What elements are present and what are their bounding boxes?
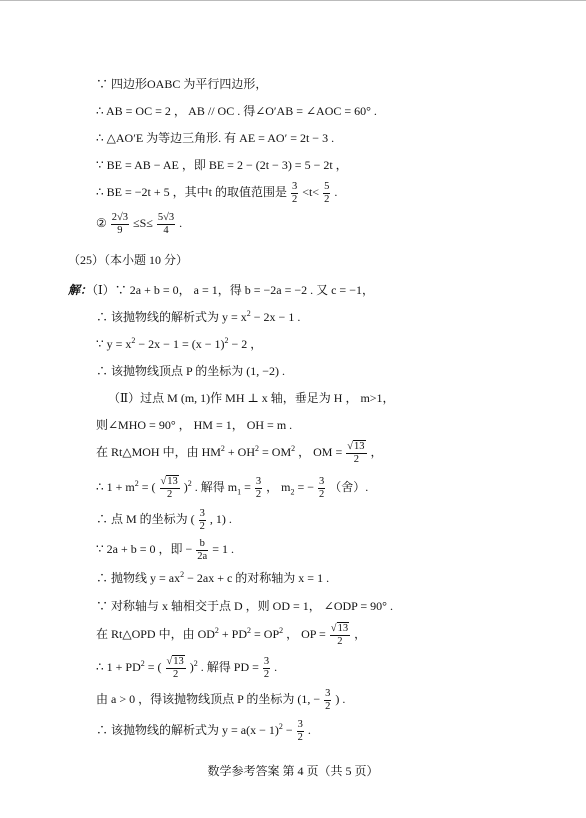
line-7-problem-heading [68,252,188,268]
line-8 [68,282,374,298]
text-line-4: ∵ BE = AB − AE ，即 BE = 2 − (2t − 3) = 5 − 2t ， [96,158,348,172]
line-1 [96,76,267,92]
line-15: ∴ $1 + m^2$ = ( $\frac{√13}{2}$ )$^2$ . 解得 $m_1$ = $\frac{3}{2}$ ， $m_2$ = − $\frac{3}{2}$ （舍）. [96,475,369,500]
line-11: ∴ 该抛物线顶点 P 的坐标为 (1, −2) . [96,364,285,378]
line-20: 在 Rt△OPD 中，由 $OD^2 + PD^2 = OP^2$ ， OP = $\frac{√13}{2}$ ， [96,622,367,647]
line-13: 则∠MHO = 90° ， HM = 1， OH = m . [96,418,293,432]
fraction-3-over-2: $\frac{3}{2}$ [291,180,298,205]
line-4 [96,157,348,173]
text-line-6c: . [179,216,183,230]
line-17: ∵ 2a + b = 0 ，即 − $\frac{b}{2a}$ = 1 . [96,537,234,562]
text-line-5: ∴ BE = −2t + 5 ，其中t 的取值范围是 [96,185,287,199]
text-line-3: ∴ △AO′E 为等边三角形. 有 AE = AO′ = 2t − 3 . [96,131,335,145]
text-line-2: ∴ AB = OC = 2 ， AB // OC . 得∠O′AB = ∠AOC = 60° . [96,104,377,118]
line-10: ∵ $y = x^2 - 2x - 1 = (x - 1)^2 - 2$ ， [96,336,263,351]
line-16: ∴ 点 M 的坐标为 ( $\frac{3}{2}$ , 1) . [96,507,232,532]
text-line-8: （Ⅰ）∵ 2a + b = 0， a = 1，得 b = −2a = −2 . 又 c = −1， [92,283,374,297]
top-rule [0,0,586,1]
line-2 [96,103,377,119]
fraction-5sqrt3-over-4: $\frac{5√3}{4}$ [157,211,175,236]
line-5 [96,178,337,206]
problem-25-heading: （25）（本小题 10 分） [68,253,189,267]
text-line-5c: . [334,185,338,199]
fraction-sqrt13-over-2: $\frac{√13}{2}$ [347,440,365,465]
line-22: 由 a > 0 ，得该抛物线顶点 P 的坐标为 (1, − $\frac{3}{2}$ ) . [96,687,346,712]
text-line-5b: <t< [302,185,320,199]
line-6 [96,208,182,238]
solution-label: 解： [68,283,93,297]
circled-2: ② [96,216,110,230]
line-12: （Ⅱ）过点 M (m, 1)作 MH ⊥ x 轴，垂足为 H ， m>1， [108,391,395,405]
line-23: ∴ 该抛物线的解析式为 $y = a(x - 1)^2$ − $\frac{3}{2}$ . [96,718,311,743]
line-18: ∴ 抛物线 $y = ax^2 - 2ax + c$ 的对称轴为 x = 1 . [96,570,330,585]
fraction-5-over-2: $\frac{5}{2}$ [324,180,330,205]
line-19: ∵ 对称轴与 x 轴相交于点 D ，则 OD = 1， ∠ODP = 90° . [96,599,393,613]
fraction-2sqrt3-over-9: $\frac{2√3}{9}$ [111,211,129,236]
line-3 [96,130,334,146]
line-21: ∴ $1 + PD^2$ = ( $\frac{√13}{2}$ )$^2$ . 解得 PD = $\frac{3}{2}$ . [96,655,278,680]
line-14: 在 Rt△MOH 中，由 $HM^2 + OH^2 = OM^2$ ， OM = $\frac{√13}{2}$ ， [96,440,383,465]
text-line-1: ∵ 四边形OABC 为平行四边形， [96,77,268,91]
text-line-6b: ≤S≤ [133,216,153,230]
page-footer: 数学参考答案 第 4 页（共 5 页） [207,764,379,778]
line-9: ∴ 该抛物线的解析式为 $y = x^2 - 2x - 1$ . [96,309,301,324]
